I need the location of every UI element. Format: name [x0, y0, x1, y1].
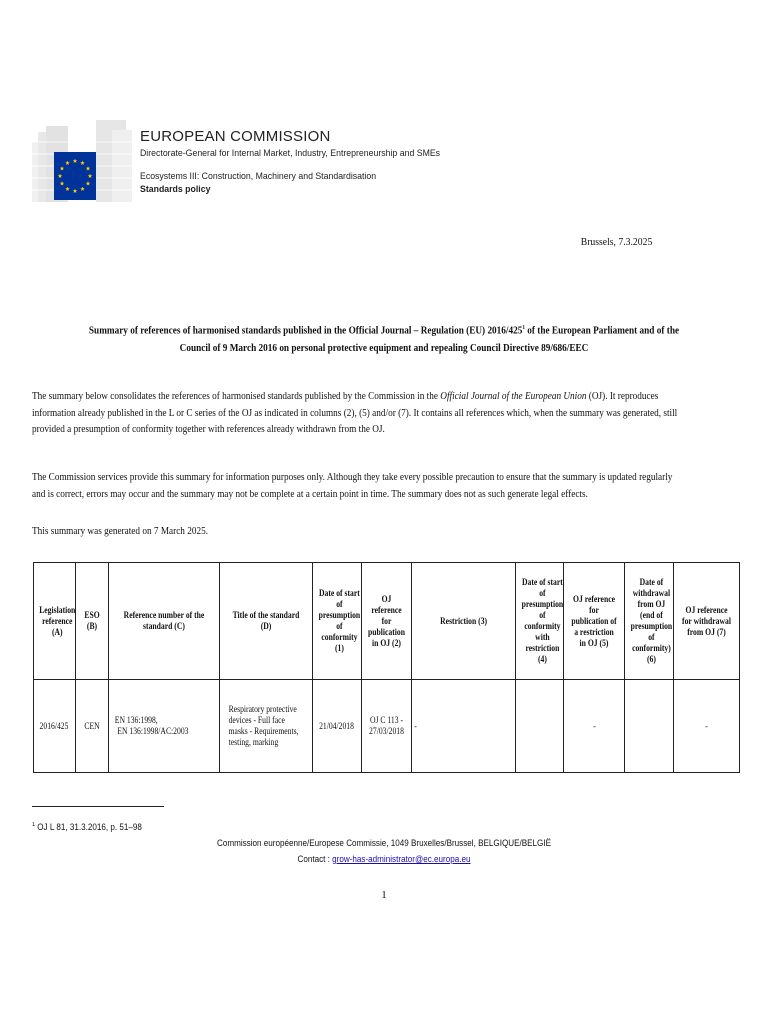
intro-text-b: (OJ). It reproduces information already published in the L or C series of the OJ as indicated in columns (2), (5) and/or (7). It contains all references which, when the summary was generated, still provided a presumption of conformity together with references already withdrawn from the OJ.: [32, 391, 678, 435]
column-header: Date of start of presumption of conformity (1): [313, 563, 362, 680]
document-title: [72, 320, 695, 357]
column-header: Restriction (3): [412, 563, 516, 680]
date-restriction-cell: [516, 680, 564, 773]
oj-withdrawal-cell: -: [674, 680, 740, 773]
restriction-cell: -: [412, 680, 516, 773]
eu-flag-building-icon: [32, 120, 132, 202]
oj-restriction-cell: -: [564, 680, 625, 773]
reference-line-2: EN 136:1998/AC:2003: [117, 726, 189, 736]
eso-cell: CEN: [76, 680, 109, 773]
footnote-separator: [32, 806, 164, 807]
generated-date-paragraph: This summary was generated on 7 March 2025.: [32, 526, 209, 537]
footnote: [32, 822, 142, 832]
column-header: Legislation reference (A): [34, 563, 76, 680]
footer-contact: [38, 854, 729, 864]
table-row: [34, 680, 740, 773]
european-commission-logo: [32, 120, 132, 202]
contact-label: Contact :: [297, 854, 333, 864]
column-header: ESO (B): [76, 563, 109, 680]
legislation-cell: 2016/425: [34, 680, 76, 773]
date-withdrawal-cell: [625, 680, 674, 773]
intro-text-italic: Official Journal of the European Union: [440, 391, 587, 402]
column-header: Date of start of presumption of conformity with restriction (4): [516, 563, 564, 680]
reference-line-1: EN 136:1998,: [114, 715, 158, 725]
footnote-text: OJ L 81, 31.3.2016, p. 51–98: [35, 822, 142, 832]
column-header: Title of the standard (D): [220, 563, 313, 680]
column-header: OJ reference for withdrawal from OJ (7): [674, 563, 740, 680]
intro-text-a: The summary below consolidates the references of harmonised standards published by the Commission in the: [32, 391, 441, 402]
title-text-b: of the European Parliament and of the Council of 9 March 2016 on personal protective equipment and repealing Council Directive 89/686/EEC: [179, 325, 680, 354]
title-cell: Respiratory protective devices - Full face masks - Requirements, testing, marking: [220, 680, 313, 773]
footer-address: Commission européenne/Europese Commissie, 1049 Bruxelles/Brussel, BELGIQUE/BELGIË: [216, 838, 552, 848]
column-header: Reference number of the standard (C): [109, 563, 220, 680]
column-header: OJ reference for publication of a restriction in OJ (5): [564, 563, 625, 680]
contact-email-link[interactable]: grow-has-administrator@ec.europa.eu: [332, 854, 471, 864]
table-header-row: [34, 563, 740, 680]
directorate-name: Directorate-General for Internal Market, Industry, Entrepreneurship and SMEs: [140, 148, 441, 159]
disclaimer-paragraph: The Commission services provide this summary for information purposes only. Although they take every possible precaution to ensure that the summary is updated regularly and is correct, errors may occur and the summary may not be complete at a certain point in time. The summary does not as such generate legal effects.: [32, 472, 673, 500]
title-text-a: Summary of references of harmonised standards published in the Official Journal – Regulation (EU) 2016/425: [88, 325, 523, 337]
organisation-name: EUROPEAN COMMISSION: [140, 128, 331, 145]
column-header: Date of withdrawal from OJ (end of presumption of conformity) (6): [625, 563, 674, 680]
intro-paragraph: [32, 389, 681, 439]
footnote-number: 1: [32, 822, 36, 828]
policy-name: Standards policy: [140, 184, 211, 195]
date-start-cell: 21/04/2018: [313, 680, 362, 773]
unit-name: Ecosystems III: Construction, Machinery and Standardisation: [140, 171, 377, 182]
date-line: Brussels, 7.3.2025: [580, 236, 652, 248]
header-block: [140, 128, 466, 195]
reference-cell: [109, 680, 220, 773]
oj-reference-cell: OJ C 113 - 27/03/2018: [362, 680, 412, 773]
column-header: OJ reference for publication in OJ (2): [362, 563, 412, 680]
title-footnote-ref[interactable]: 1: [522, 325, 525, 331]
standards-table: [33, 562, 740, 773]
page-number: 1: [381, 889, 387, 901]
